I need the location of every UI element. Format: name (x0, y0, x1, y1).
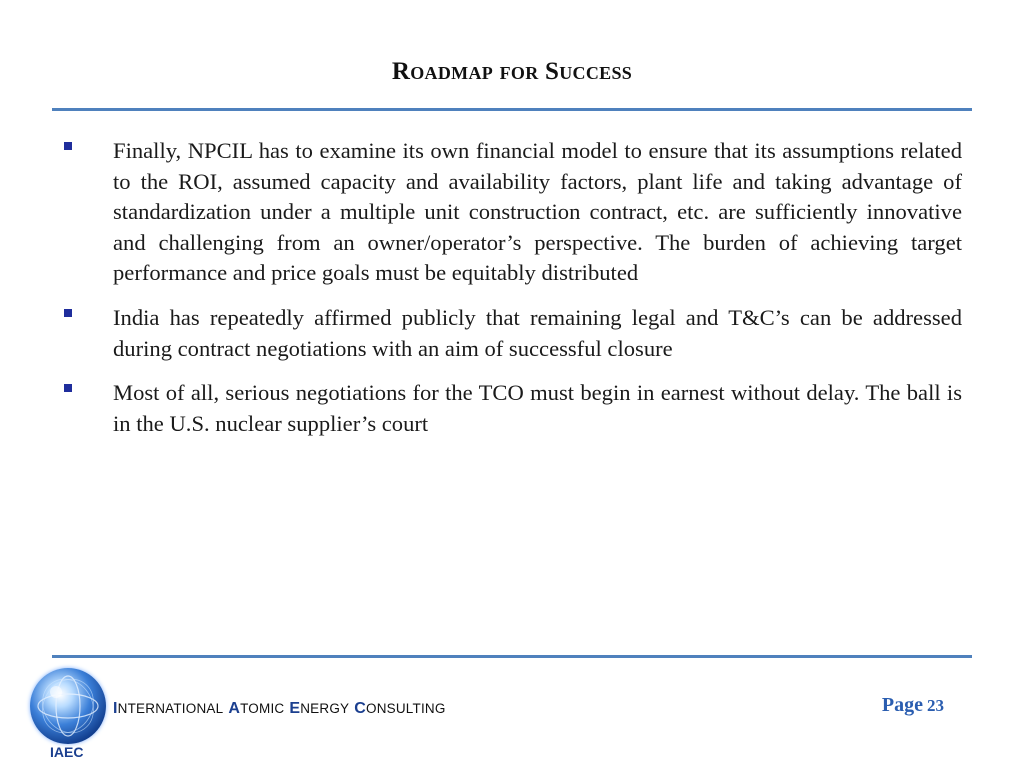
company-name (113, 700, 451, 718)
title-divider (52, 108, 972, 111)
logo-text: IAEC (50, 744, 84, 760)
bullet-list (60, 136, 962, 453)
bullet-text: Most of all, serious negotiations for the TCO must begin in earnest without delay. The ball is in the U.S. nuclear supplier’s court (113, 380, 962, 436)
bullet-text: Finally, NPCIL has to examine its own financial model to ensure that its assumptions related to the ROI, assumed capacity and availability factors, plant life and taking advantage of standardization under a multiple unit construction contract, etc. are sufficiently innovative and challenging from an owner/operator’s perspective. The burden of achieving target performance and price goals must be equitably distributed (113, 138, 962, 286)
bullet-item (60, 378, 962, 439)
square-bullet-icon (64, 142, 72, 150)
bullet-item (60, 136, 962, 289)
page-label: Page (881, 694, 923, 716)
company-word-energy: ENERGY (289, 700, 350, 717)
slide-title: Roadmap for Success (391, 58, 633, 85)
page-number (882, 694, 944, 717)
footer-divider (52, 655, 972, 658)
globe-logo-icon (30, 668, 106, 744)
company-word-international: INTERNATIONAL (113, 700, 224, 717)
bullet-text: India has repeatedly affirmed publicly that remaining legal and T&C’s can be addressed during contract negotiations with an aim of successful closure (113, 304, 962, 361)
bullet-item (60, 303, 962, 364)
square-bullet-icon (64, 384, 72, 392)
company-word-consulting: CONSULTING (354, 700, 446, 717)
square-bullet-icon (64, 309, 72, 317)
page-number-value: 23 (927, 696, 944, 715)
company-word-atomic: ATOMIC (228, 700, 285, 717)
